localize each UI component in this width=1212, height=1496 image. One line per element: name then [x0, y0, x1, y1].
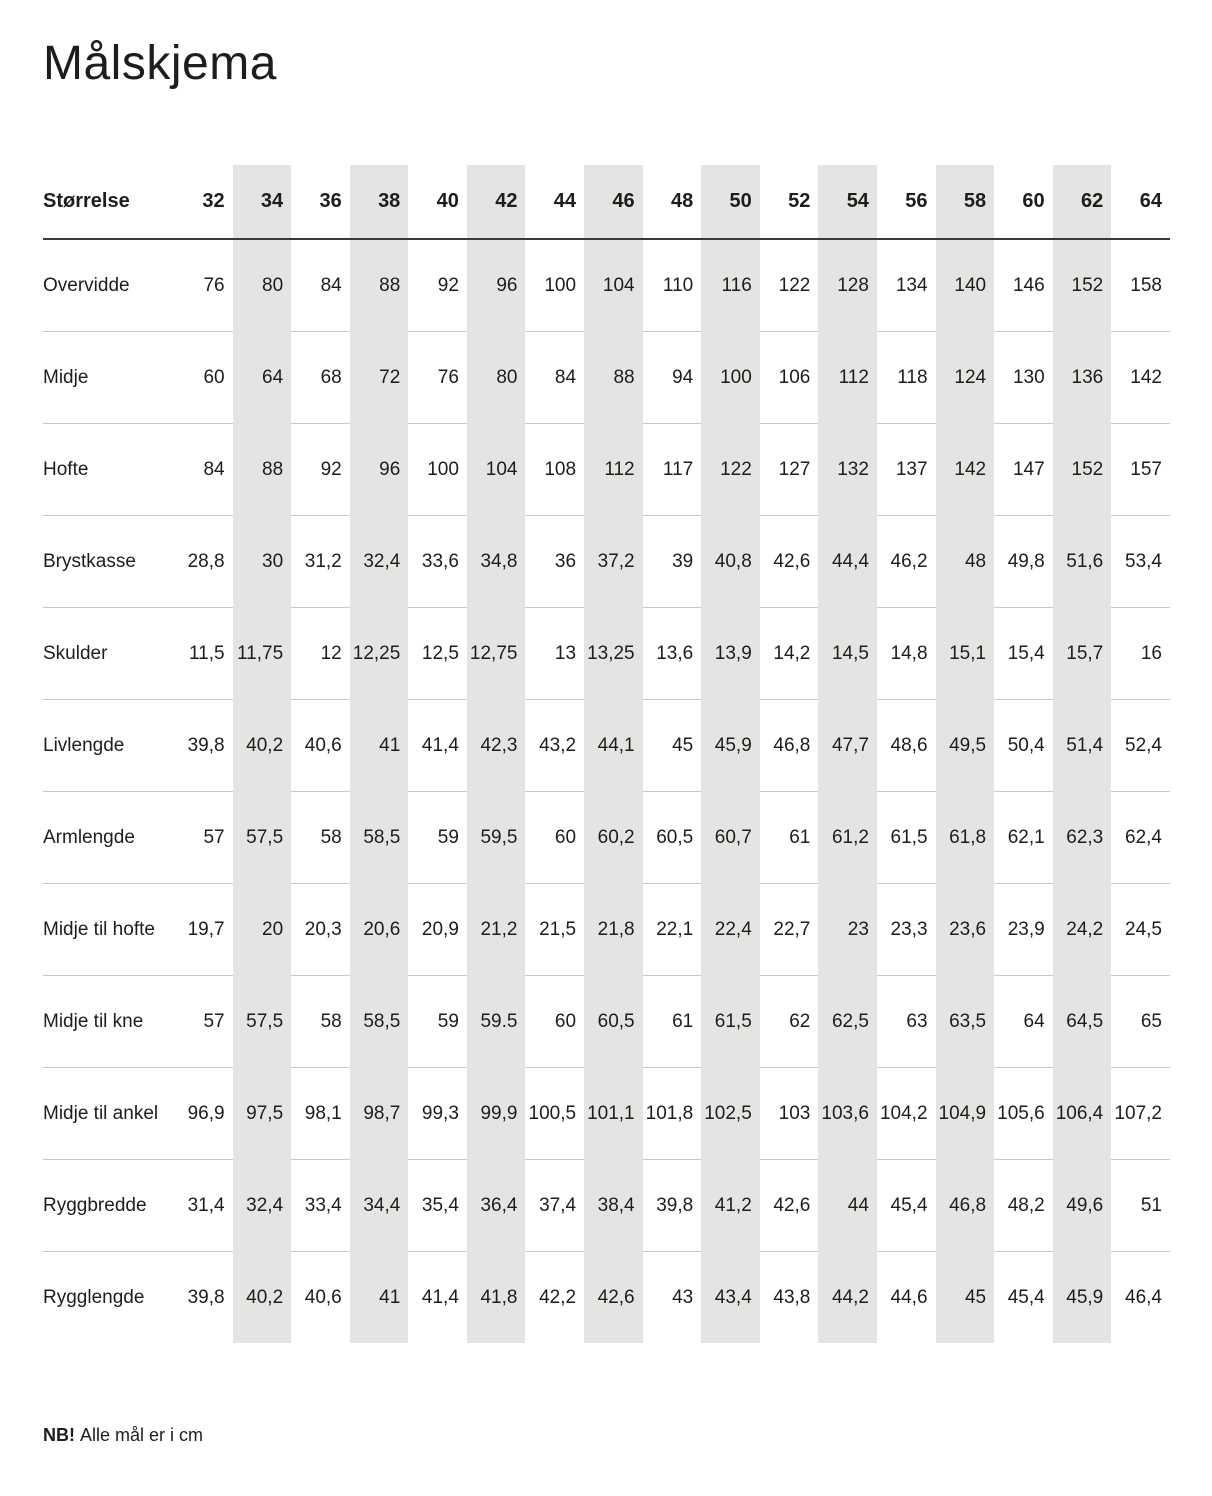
measurement-cell: 23,6 [936, 884, 995, 976]
measurement-cell: 34,4 [350, 1160, 409, 1252]
measurement-cell: 99,9 [467, 1068, 526, 1160]
measurement-cell: 134 [877, 240, 936, 332]
table-row [43, 424, 1170, 516]
table-row [43, 976, 1170, 1068]
measurement-cell: 39 [643, 516, 702, 608]
measurement-cell: 80 [233, 240, 292, 332]
measurement-cell: 46,4 [1125, 1286, 1162, 1308]
table-row [43, 516, 1170, 608]
measurement-cell: 72 [350, 332, 409, 424]
measurement-cell: 100 [701, 332, 760, 424]
measurement-cell: 76 [174, 240, 233, 332]
measurement-cell: 42,6 [584, 1252, 643, 1343]
measurement-cell: 45,9 [701, 700, 760, 792]
measurement-cell: 43 [672, 1286, 694, 1308]
measurement-cell: 118 [877, 332, 936, 424]
size-header-32: 32 [174, 165, 233, 240]
measurement-cell: 92 [408, 240, 467, 332]
measurement-cell: 64,5 [1053, 976, 1112, 1068]
measurement-cell: 59 [408, 792, 467, 884]
size-header-54: 54 [818, 165, 877, 240]
measurement-cell: 53,4 [1111, 516, 1170, 608]
size-table-head [43, 165, 1170, 240]
measurement-cell: 58,5 [350, 976, 409, 1068]
measurement-cell: 60 [525, 976, 584, 1068]
measurement-cell: 41 [350, 1252, 409, 1343]
measurement-cell: 64 [233, 332, 292, 424]
measurement-cell: 42,6 [760, 516, 819, 608]
measurement-cell: 24,2 [1053, 884, 1112, 976]
measurement-cell: 14,2 [760, 608, 819, 700]
measurement-cell: 30 [233, 516, 292, 608]
table-row [43, 1252, 1170, 1343]
measurement-cell: 48,6 [877, 700, 936, 792]
table-row [43, 792, 1170, 884]
row-label: Midje til kne [43, 976, 174, 1068]
measurement-note [43, 1425, 1170, 1446]
measurement-cell: 122 [701, 424, 760, 516]
size-header-56: 56 [877, 165, 936, 240]
measurement-cell: 42,3 [467, 700, 526, 792]
measurement-cell: 36,4 [467, 1160, 526, 1252]
table-row [43, 240, 1170, 332]
measurement-cell: 21,8 [584, 884, 643, 976]
measurement-cell: 80 [467, 332, 526, 424]
measurement-cell: 22,4 [701, 884, 760, 976]
row-label: Midje til ankel [43, 1068, 174, 1160]
measurement-cell: 103 [760, 1068, 819, 1160]
size-header-50: 50 [701, 165, 760, 240]
measurement-cell: 62,1 [994, 792, 1053, 884]
measurement-cell: 37,4 [525, 1160, 584, 1252]
measurement-cell: 105,6 [994, 1068, 1053, 1160]
measurement-cell: 11,5 [174, 608, 233, 700]
measurement-cell: 37,2 [584, 516, 643, 608]
measurement-cell: 43,4 [701, 1252, 760, 1343]
measurement-cell: 61,5 [701, 976, 760, 1068]
table-row [43, 1160, 1170, 1252]
measurement-cell: 59,5 [467, 792, 526, 884]
measurement-cell: 100 [408, 424, 467, 516]
measurement-cell: 63 [877, 976, 936, 1068]
measurement-cell: 15,1 [936, 608, 995, 700]
measurement-cell: 12 [291, 608, 350, 700]
measurement-cell: 130 [994, 332, 1053, 424]
size-header-34: 34 [233, 165, 292, 240]
measurement-cell: 65 [1111, 976, 1170, 1068]
measurement-cell: 100,5 [525, 1068, 584, 1160]
measurement-cell: 13 [525, 608, 584, 700]
measurement-cell: 59 [408, 976, 467, 1068]
measurement-cell: 20,9 [408, 884, 467, 976]
measurement-cell: 127 [760, 424, 819, 516]
measurement-cell: 108 [525, 424, 584, 516]
measurement-cell: 45,4 [877, 1160, 936, 1252]
size-header-40: 40 [408, 165, 467, 240]
table-row [43, 332, 1170, 424]
measurement-cell: 124 [936, 332, 995, 424]
measurement-cell: 57,5 [233, 792, 292, 884]
measurement-cell: 12,5 [408, 608, 467, 700]
measurement-cell: 88 [233, 424, 292, 516]
size-table-body [43, 240, 1170, 1343]
measurement-cell: 35,4 [408, 1160, 467, 1252]
measurement-cell: 104 [467, 424, 526, 516]
table-row [43, 608, 1170, 700]
measurement-cell: 104,2 [877, 1068, 936, 1160]
measurement-cell: 39,8 [643, 1160, 702, 1252]
measurement-cell: 41,4 [421, 1286, 459, 1308]
row-label: Overvidde [43, 240, 174, 332]
row-label: Midje [43, 332, 174, 424]
measurement-cell: 62,3 [1053, 792, 1112, 884]
measurement-cell: 99,3 [408, 1068, 467, 1160]
measurement-cell: 22,1 [643, 884, 702, 976]
size-table-container [43, 165, 1170, 1343]
measurement-cell: 147 [994, 424, 1053, 516]
measurement-cell: 61 [643, 976, 702, 1068]
measurement-cell: 104 [584, 240, 643, 332]
measurement-cell: 84 [525, 332, 584, 424]
measurement-cell: 41,8 [467, 1252, 526, 1343]
measurement-cell: 92 [291, 424, 350, 516]
measurement-cell: 61,8 [936, 792, 995, 884]
row-label: Armlengde [43, 792, 174, 884]
measurement-cell: 60 [174, 332, 233, 424]
size-header-58: 58 [936, 165, 995, 240]
measurement-cell: 21,5 [525, 884, 584, 976]
measurement-cell: 45,4 [1007, 1286, 1045, 1308]
measurement-cell: 44 [818, 1160, 877, 1252]
measurement-cell: 60 [525, 792, 584, 884]
measurement-cell: 48 [936, 516, 995, 608]
measurement-cell: 58 [291, 976, 350, 1068]
table-row [43, 700, 1170, 792]
measurement-cell: 140 [936, 240, 995, 332]
measurement-cell: 58,5 [350, 792, 409, 884]
measurement-cell: 94 [643, 332, 702, 424]
measurement-cell: 32,4 [350, 516, 409, 608]
measurement-cell: 84 [174, 424, 233, 516]
measurement-cell: 44,6 [890, 1286, 928, 1308]
measurement-cell: 44,2 [818, 1252, 877, 1343]
measurement-cell: 97,5 [233, 1068, 292, 1160]
size-header-60: 60 [994, 165, 1053, 240]
measurement-cell: 96 [350, 424, 409, 516]
measurement-cell: 34,8 [467, 516, 526, 608]
table-row [43, 884, 1170, 976]
size-header-label: Størrelse [43, 165, 174, 240]
measurement-cell: 23 [818, 884, 877, 976]
measurement-cell: 45,9 [1053, 1252, 1112, 1343]
measurement-cell: 39,8 [174, 700, 233, 792]
measurement-cell: 40,6 [304, 1286, 342, 1308]
size-header-42: 42 [467, 165, 526, 240]
size-header-52: 52 [760, 165, 819, 240]
row-label: Skulder [43, 608, 174, 700]
measurement-cell: 47,7 [818, 700, 877, 792]
measurement-cell: 122 [760, 240, 819, 332]
measurement-cell: 42,6 [760, 1160, 819, 1252]
size-header-38: 38 [350, 165, 409, 240]
measurement-cell: 102,5 [701, 1068, 760, 1160]
measurement-cell: 12,75 [467, 608, 526, 700]
row-label: Hofte [43, 424, 174, 516]
measurement-cell: 20 [233, 884, 292, 976]
measurement-cell: 60,5 [584, 976, 643, 1068]
measurement-cell: 51,4 [1053, 700, 1112, 792]
measurement-cell: 106 [760, 332, 819, 424]
measurement-cell: 31,2 [291, 516, 350, 608]
measurement-cell: 57,5 [233, 976, 292, 1068]
measurement-cell: 46,8 [760, 700, 819, 792]
measurement-cell: 132 [818, 424, 877, 516]
measurement-cell: 42,2 [539, 1286, 577, 1308]
measurement-cell: 40,2 [233, 1252, 292, 1343]
size-header-64: 64 [1111, 165, 1170, 240]
measurement-cell: 137 [877, 424, 936, 516]
measurement-cell: 101,1 [584, 1068, 643, 1160]
measurement-cell: 98,1 [291, 1068, 350, 1160]
measurement-cell: 61 [760, 792, 819, 884]
measurement-cell: 51,6 [1053, 516, 1112, 608]
measurement-cell: 101,8 [643, 1068, 702, 1160]
size-header-48: 48 [643, 165, 702, 240]
measurement-cell: 21,2 [467, 884, 526, 976]
size-header-46: 46 [584, 165, 643, 240]
measurement-cell: 60,7 [701, 792, 760, 884]
measurement-cell: 157 [1111, 424, 1170, 516]
measurement-cell: 14,8 [877, 608, 936, 700]
note-text: Alle mål er i cm [80, 1425, 204, 1446]
measurement-cell: 40,6 [291, 700, 350, 792]
measurement-cell: 14,5 [818, 608, 877, 700]
measurement-cell: 41 [350, 700, 409, 792]
measurement-cell: 45 [936, 1252, 995, 1343]
measurement-cell: 15,4 [994, 608, 1053, 700]
row-label: Ryggbredde [43, 1160, 174, 1252]
measurement-cell: 107,2 [1111, 1068, 1170, 1160]
measurement-cell: 60,5 [643, 792, 702, 884]
measurement-cell: 62 [760, 976, 819, 1068]
size-header-44: 44 [525, 165, 584, 240]
measurement-cell: 43,8 [773, 1286, 811, 1308]
measurement-cell: 62,5 [818, 976, 877, 1068]
measurement-cell: 158 [1111, 240, 1170, 332]
measurement-cell: 98,7 [350, 1068, 409, 1160]
row-label: Rygglengde [43, 1286, 145, 1308]
measurement-cell: 59.5 [467, 976, 526, 1068]
measurement-cell: 112 [584, 424, 643, 516]
measurement-cell: 49,5 [936, 700, 995, 792]
measurement-cell: 13,9 [701, 608, 760, 700]
measurement-cell: 51 [1111, 1160, 1170, 1252]
measurement-cell: 49,6 [1053, 1160, 1112, 1252]
measurement-cell: 43,2 [525, 700, 584, 792]
size-header-row [43, 165, 1170, 240]
page-title: Målskjema [43, 37, 277, 90]
measurement-cell: 41,4 [408, 700, 467, 792]
measurement-cell: 84 [291, 240, 350, 332]
measurement-cell: 13,6 [643, 608, 702, 700]
measurement-cell: 136 [1053, 332, 1112, 424]
measurement-cell: 68 [291, 332, 350, 424]
measurement-cell: 36 [525, 516, 584, 608]
measurement-cell: 50,4 [994, 700, 1053, 792]
measurement-cell: 96,9 [174, 1068, 233, 1160]
row-label: Midje til hofte [43, 884, 174, 976]
measurement-cell: 11,75 [233, 608, 292, 700]
measurement-cell: 46,2 [877, 516, 936, 608]
measurement-cell: 96 [467, 240, 526, 332]
measurement-cell: 13,25 [584, 608, 643, 700]
measurement-cell: 152 [1053, 240, 1112, 332]
size-table [43, 165, 1170, 1343]
measurement-cell: 41,2 [701, 1160, 760, 1252]
measurement-cell: 32,4 [233, 1160, 292, 1252]
measurement-cell: 19,7 [174, 884, 233, 976]
measurement-cell: 46,8 [936, 1160, 995, 1252]
measurement-cell: 61,5 [877, 792, 936, 884]
measurement-cell: 100 [525, 240, 584, 332]
measurement-cell: 57 [174, 976, 233, 1068]
measurement-cell: 110 [643, 240, 702, 332]
measurement-cell: 15,7 [1053, 608, 1112, 700]
measurement-cell: 60,2 [584, 792, 643, 884]
measurement-cell: 76 [408, 332, 467, 424]
measurement-cell: 63,5 [936, 976, 995, 1068]
measurement-cell: 104,9 [936, 1068, 995, 1160]
measurement-cell: 112 [818, 332, 877, 424]
measurement-cell: 49,8 [994, 516, 1053, 608]
row-label: Livlengde [43, 700, 174, 792]
note-prefix: NB! [43, 1425, 75, 1446]
measurement-cell: 16 [1111, 608, 1170, 700]
measurement-cell: 146 [994, 240, 1053, 332]
measurement-cell: 40,2 [233, 700, 292, 792]
measurement-cell: 44,4 [818, 516, 877, 608]
measurement-cell: 152 [1053, 424, 1112, 516]
measurement-cell: 24,5 [1111, 884, 1170, 976]
measurement-cell: 31,4 [174, 1160, 233, 1252]
measurement-cell: 142 [936, 424, 995, 516]
measurement-cell: 33,4 [291, 1160, 350, 1252]
measurement-cell: 57 [174, 792, 233, 884]
measurement-cell: 20,3 [291, 884, 350, 976]
measurement-cell: 52,4 [1111, 700, 1170, 792]
measurement-cell: 64 [994, 976, 1053, 1068]
size-header-62: 62 [1053, 165, 1112, 240]
measurement-cell: 23,3 [877, 884, 936, 976]
measurement-cell: 88 [350, 240, 409, 332]
measurement-cell: 40,8 [701, 516, 760, 608]
measurement-cell: 62,4 [1111, 792, 1170, 884]
measurement-cell: 61,2 [818, 792, 877, 884]
measurement-cell: 106,4 [1053, 1068, 1112, 1160]
measurement-cell: 48,2 [994, 1160, 1053, 1252]
measurement-cell: 39,8 [187, 1286, 225, 1308]
measurement-cell: 116 [701, 240, 760, 332]
table-row [43, 1068, 1170, 1160]
measurement-cell: 23,9 [994, 884, 1053, 976]
measurement-cell: 38,4 [584, 1160, 643, 1252]
measurement-cell: 44,1 [584, 700, 643, 792]
measurement-cell: 12,25 [350, 608, 409, 700]
measurement-cell: 117 [643, 424, 702, 516]
measurement-cell: 33,6 [408, 516, 467, 608]
measurement-cell: 128 [818, 240, 877, 332]
size-header-36: 36 [291, 165, 350, 240]
measurement-cell: 58 [291, 792, 350, 884]
measurement-cell: 103,6 [818, 1068, 877, 1160]
row-label: Brystkasse [43, 516, 174, 608]
measurement-cell: 45 [643, 700, 702, 792]
measurement-cell: 22,7 [760, 884, 819, 976]
measurement-cell: 28,8 [174, 516, 233, 608]
measurement-cell: 20,6 [350, 884, 409, 976]
measurement-cell: 142 [1111, 332, 1170, 424]
measurement-cell: 88 [584, 332, 643, 424]
